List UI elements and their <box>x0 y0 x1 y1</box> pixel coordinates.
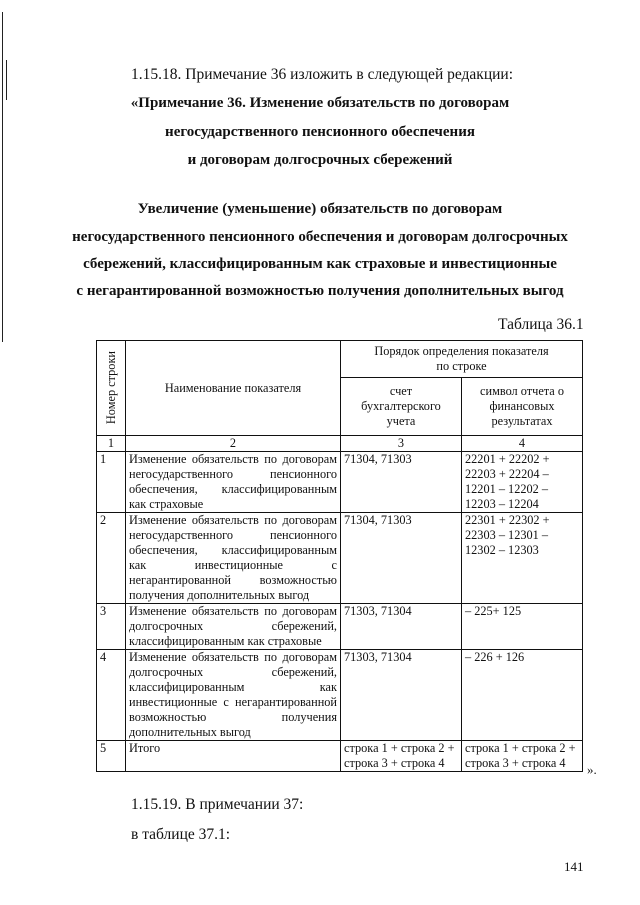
account-cell: 71304, 71303 <box>341 452 462 513</box>
row-number: 5 <box>97 741 126 772</box>
paragraph-1-15-19: 1.15.19. В примечании 37: <box>131 796 304 813</box>
indicator-name-cell <box>126 452 341 513</box>
header-procedure-line-1: Порядок определения показателя <box>374 344 549 358</box>
account-cell <box>341 741 462 772</box>
column-number-4: 4 <box>462 436 583 452</box>
table-row <box>97 513 583 604</box>
symbol-line: 22201 + 22202 + <box>465 452 550 466</box>
row-number: 3 <box>97 604 126 650</box>
subheading-line-1: Увеличение (уменьшение) обязательств по договорам <box>137 201 503 217</box>
note-heading-line-1: «Примечание 36. Изменение обязательств по договорам <box>130 95 510 111</box>
header-row-number <box>97 341 126 436</box>
account-cell: 71304, 71303 <box>341 513 462 604</box>
indicator-name-line: классифицированным как <box>129 680 337 694</box>
subheading-line-4: с негарантированной возможностью получения дополнительных выгод <box>76 283 564 299</box>
indicator-name-line: дополнительных выгод <box>129 725 251 739</box>
note-heading-line-2: негосударственного пенсионного обеспечения <box>165 124 475 140</box>
table-row <box>97 604 583 650</box>
indicator-name-line: негосударственного пенсионного <box>129 467 337 481</box>
symbol-line: 22303 – 12301 – <box>465 528 549 542</box>
indicator-name-cell <box>126 650 341 741</box>
indicator-name-line: классифицированным как страховые <box>129 634 322 648</box>
column-number-3: 3 <box>341 436 462 452</box>
scan-margin-line <box>6 60 7 100</box>
symbol-cell <box>462 604 583 650</box>
symbol-line: 12203 – 12204 <box>465 497 539 511</box>
symbol-line: – 225+ 125 <box>465 604 522 618</box>
header-procedure <box>341 341 583 378</box>
note-heading-line-3: и договорам долгосрочных сбережений <box>187 152 453 168</box>
table-36-1 <box>96 340 583 772</box>
indicator-name-line: Изменение обязательств по договорам <box>129 604 337 618</box>
indicator-name-line: возможностью получения <box>129 710 337 724</box>
symbol-cell <box>462 452 583 513</box>
symbol-line: строка 3 + строка 4 <box>465 756 566 770</box>
indicator-name-line: Итого <box>129 741 161 755</box>
symbol-cell <box>462 650 583 741</box>
table-37-reference: в таблице 37.1: <box>131 826 231 843</box>
header-indicator-name: Наименование показателя <box>126 341 341 436</box>
account-line: строка 1 + строка 2 + <box>344 741 455 755</box>
account-cell: 71303, 71304 <box>341 650 462 741</box>
header-account: счет бухгалтерского учета <box>341 378 462 436</box>
row-number: 1 <box>97 452 126 513</box>
indicator-name-line: инвестиционные с негарантированной <box>129 695 337 709</box>
column-number-1: 1 <box>97 436 126 452</box>
row-number: 2 <box>97 513 126 604</box>
closing-quote-mark: ». <box>587 762 597 777</box>
table-row-total <box>97 741 583 772</box>
symbol-line: 12302 – 12303 <box>465 543 539 557</box>
header-procedure-line-2: по строке <box>436 359 487 373</box>
indicator-name-line: обеспечения, классифицированным <box>129 482 337 496</box>
account-cell: 71303, 71304 <box>341 604 462 650</box>
page-number: 141 <box>564 859 584 874</box>
indicator-name-line: долгосрочных сбережений, <box>129 619 337 633</box>
table-label: Таблица 36.1 <box>498 316 584 333</box>
subheading-line-2: негосударственного пенсионного обеспечения и договорам долгосрочных <box>72 229 568 245</box>
indicator-name-cell <box>126 604 341 650</box>
symbol-line: 22203 + 22204 – <box>465 467 549 481</box>
symbol-cell <box>462 513 583 604</box>
symbol-line: строка 1 + строка 2 + <box>465 741 576 755</box>
indicator-name-cell <box>126 513 341 604</box>
indicator-name-line: Изменение обязательств по договорам <box>129 513 337 527</box>
header-row-number-label: Номер строки <box>103 351 118 425</box>
paragraph-1-15-18: 1.15.18. Примечание 36 изложить в следующей редакции: <box>131 66 514 83</box>
indicator-name-line: долгосрочных сбережений, <box>129 665 337 679</box>
table-row <box>97 452 583 513</box>
indicator-name-line: обеспечения, классифицированным <box>129 543 337 557</box>
indicator-name-line: Изменение обязательств по договорам <box>129 650 337 664</box>
indicator-name-line: негосударственного пенсионного <box>129 528 337 542</box>
symbol-line: 22301 + 22302 + <box>465 513 550 527</box>
indicator-name-cell <box>126 741 341 772</box>
account-line: строка 3 + строка 4 <box>344 756 445 770</box>
symbol-cell <box>462 741 583 772</box>
header-symbol: символ отчета о финансовых результатах <box>462 378 583 436</box>
indicator-name-line: как инвестиционные с <box>129 558 337 572</box>
column-number-2: 2 <box>126 436 341 452</box>
indicator-name-line: как страховые <box>129 497 204 511</box>
row-number: 4 <box>97 650 126 741</box>
indicator-name-line: Изменение обязательств по договорам <box>129 452 337 466</box>
indicator-name-line: негарантированной возможностью <box>129 573 337 587</box>
column-number-row <box>97 436 583 452</box>
table-row <box>97 650 583 741</box>
symbol-line: 12201 – 12202 – <box>465 482 549 496</box>
subheading-line-3: сбережений, классифицированным как страховые и инвестиционные <box>83 256 557 272</box>
symbol-line: – 226 + 126 <box>465 650 525 664</box>
indicator-name-line: получения дополнительных выгод <box>129 588 310 602</box>
